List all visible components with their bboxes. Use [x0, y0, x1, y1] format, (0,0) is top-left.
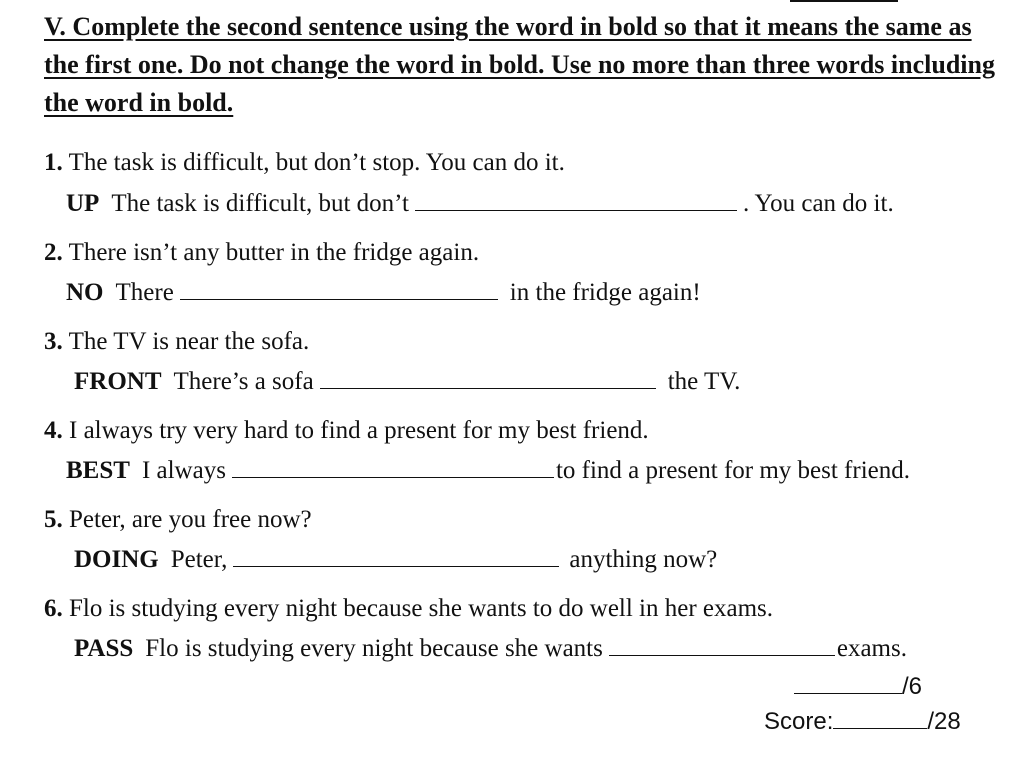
answer-blank[interactable]	[180, 277, 498, 300]
original-sentence: The task is difficult, but don’t stop. You can do it.	[68, 149, 565, 176]
keyword: UP	[66, 190, 100, 217]
item-5-original	[44, 505, 312, 535]
sentence-end: anything now?	[569, 546, 718, 573]
sentence-start: Peter,	[170, 546, 228, 573]
item-number: 6.	[44, 595, 63, 622]
item-2-rewrite	[66, 277, 701, 308]
sentence-end: . You can do it.	[742, 190, 894, 217]
answer-blank[interactable]	[233, 544, 559, 567]
sentence-start: There’s a sofa	[173, 368, 314, 395]
sentence-start: I always	[141, 457, 226, 484]
original-sentence: I always try very hard to find a present for my best friend.	[69, 417, 649, 444]
item-6-original	[44, 594, 773, 624]
keyword: PASS	[74, 635, 134, 662]
item-3-rewrite	[74, 366, 740, 397]
sentence-end: exams.	[836, 635, 907, 662]
original-sentence: There isn’t any butter in the fridge again.	[68, 239, 480, 266]
section-score-blank[interactable]	[794, 673, 902, 694]
original-sentence: Peter, are you free now?	[69, 506, 312, 533]
sentence-start: There	[115, 279, 174, 306]
top-rule	[790, 0, 898, 2]
answer-blank[interactable]	[232, 455, 554, 478]
keyword: DOING	[74, 546, 159, 573]
score-total: /28	[927, 708, 961, 735]
item-number: 2.	[44, 239, 63, 266]
item-1-original	[44, 148, 565, 178]
sentence-end: to find a present for my best friend.	[555, 457, 911, 484]
answer-blank[interactable]	[415, 188, 737, 211]
score-label: Score:	[764, 708, 834, 735]
item-4-original	[44, 416, 649, 446]
total-score-blank[interactable]	[833, 708, 927, 729]
answer-blank[interactable]	[320, 366, 656, 389]
item-number: 4.	[44, 417, 63, 444]
sentence-start: The task is difficult, but don’t	[111, 190, 409, 217]
item-number: 1.	[44, 149, 63, 176]
item-5-rewrite	[74, 544, 717, 575]
item-number: 5.	[44, 506, 63, 533]
answer-blank[interactable]	[609, 633, 835, 656]
keyword: NO	[66, 279, 104, 306]
keyword: FRONT	[74, 368, 162, 395]
item-3-original	[44, 327, 309, 357]
item-4-rewrite	[66, 455, 910, 486]
item-number: 3.	[44, 328, 63, 355]
item-1-rewrite	[66, 188, 894, 219]
sentence-end: the TV.	[667, 368, 741, 395]
sentence-start: Flo is studying every night because she wants	[145, 635, 603, 662]
item-6-rewrite	[74, 633, 907, 664]
original-sentence: Flo is studying every night because she wants to do well in her exams.	[69, 595, 774, 622]
section-score	[794, 673, 922, 701]
sentence-end: in the fridge again!	[509, 279, 701, 306]
exercise-instructions: V. Complete the second sentence using the word in bold so that it means the same as the first one. Do not change the word in bold. Use no more than three words including the word in bold.	[44, 12, 995, 117]
section-score-total: /6	[902, 673, 923, 700]
keyword: BEST	[66, 457, 130, 484]
item-2-original	[44, 238, 479, 268]
original-sentence: The TV is near the sofa.	[68, 328, 310, 355]
total-score	[764, 708, 961, 736]
